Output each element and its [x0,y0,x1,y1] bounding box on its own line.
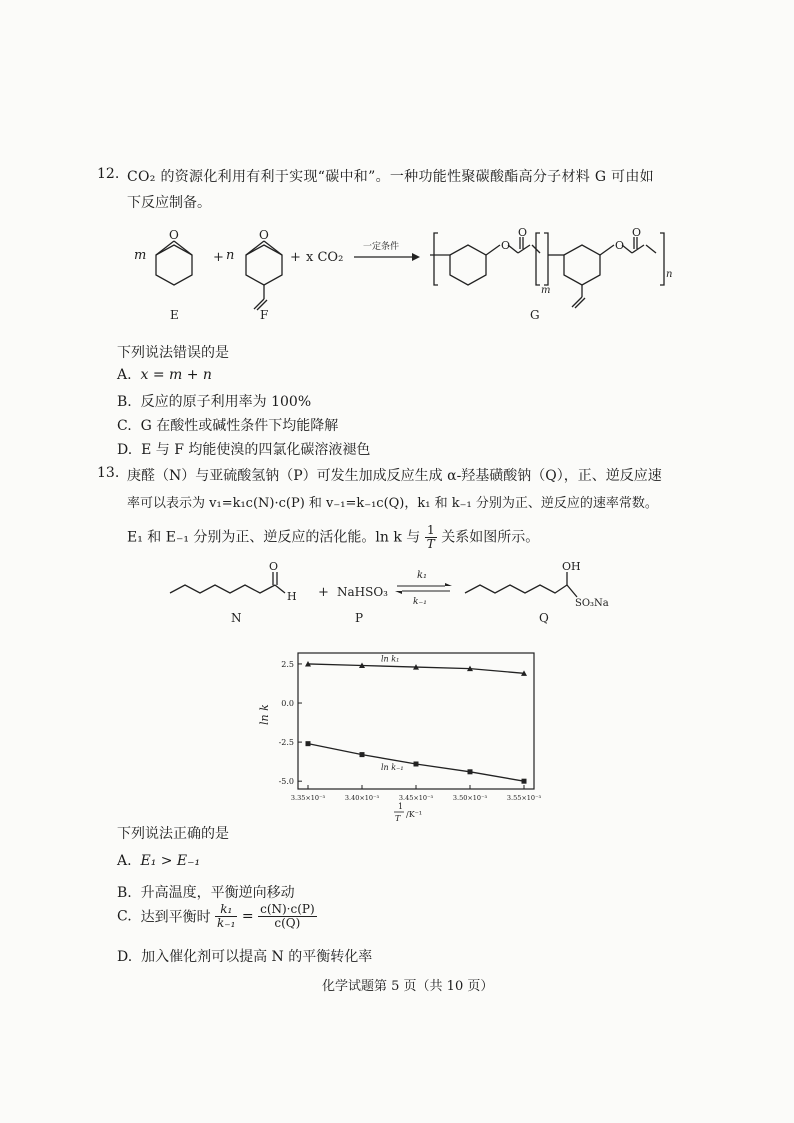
label-E: E [170,308,179,322]
x-tick-label: 3.55×10⁻³ [506,794,542,802]
y-tick-label: 2.5 [281,659,294,669]
atom-O-F: O [259,228,269,242]
data-point-square [468,769,473,774]
option-text: x = m + n [140,367,212,383]
molecule-E [156,241,192,285]
svg-text:O: O [632,226,642,239]
x-tick-label: 3.40×10⁻³ [344,794,380,802]
option-text: 升高温度，平衡逆向移动 [140,885,295,901]
q13-option-d[interactable] [117,946,372,966]
option-text: G 在酸性或碱性条件下均能降解 [140,418,339,434]
q12-stem-line2: 下反应制备。 [127,195,211,211]
option-key: D. [117,949,133,965]
data-point-square [522,779,527,784]
q13-stem-line1: 庚醛（N）与亚硫酸氢钠（P）可发生加成反应生成 α-羟基磺酸钠（Q），正、逆反应速 [127,468,662,484]
molecule-G [430,233,664,308]
option-text: 达到平衡时 [140,909,211,926]
option-text: E 与 F 均能使溴的四氯化碳溶液褪色 [141,442,371,458]
data-point-square [306,741,311,746]
q13-prompt: 下列说法正确的是 [117,826,229,842]
label-Q: Q [539,611,549,625]
k-ratio [215,903,237,930]
page-footer: 化学试题第 5 页（共 10 页） [322,979,494,994]
option-key: B. [117,885,132,901]
poly-m: m [541,285,551,296]
coef-n: n [226,248,235,263]
conc-ratio [258,903,317,930]
x-tick-label: 3.50×10⁻³ [452,794,488,802]
q12-prompt: 下列说法错误的是 [117,345,229,361]
option-text: 反应的原子利用率为 100% [140,394,312,410]
q12-reaction-scheme [120,215,680,325]
q13-number: 13. [97,465,120,481]
q13-stem-line3 [127,524,539,551]
q13-option-c[interactable] [117,903,317,930]
q12-option-b[interactable] [117,391,311,411]
q12-number: 12. [97,166,120,182]
conc-ratio-num: c(N)·c(P) [260,902,315,916]
lnk-vs-invT-chart [252,645,552,825]
x-axis-label-den: T [395,814,401,823]
data-point-square [414,761,419,766]
y-tick-label: -5.0 [278,777,294,787]
option-text: E₁ > E₋₁ [140,853,201,869]
y-tick-label: -2.5 [278,738,294,748]
atom-O-E: O [169,228,179,242]
option-key: D. [117,442,133,458]
condition: 一定条件 [363,242,400,252]
x-tick-label: 3.35×10⁻³ [290,794,326,802]
option-text: 加入催化剂可以提高 N 的平衡转化率 [141,949,373,965]
plus-2: + [290,250,301,265]
svg-text:O: O [501,239,511,252]
option-key: C. [117,418,132,434]
option-key: C. [117,908,132,925]
nahso3: NaHSO₃ [337,585,388,599]
svg-text:O: O [518,226,528,239]
q12-option-a[interactable] [117,367,212,383]
co2: x CO₂ [306,250,344,265]
y-axis-label: ln k [258,704,271,725]
k-ratio-num: k₁ [215,903,237,917]
option-key: B. [117,394,132,410]
q12-option-d[interactable] [117,439,370,459]
svg-text:O: O [615,239,625,252]
label-P: P [355,611,364,625]
k1-label: k₁ [417,570,428,581]
molecule-F [246,241,282,310]
so3na: SO₃Na [575,598,609,609]
coef-m: m [134,248,147,263]
stem-line3-a: E₁ 和 E₋₁ 分别为正、逆反应的活化能。ln k 与 [127,529,421,546]
frac-num: 1 [425,524,437,538]
plot-frame [298,653,534,789]
y-tick-label: 0.0 [281,699,294,709]
poly-n: n [666,269,673,280]
stem-line3-b: 关系如图所示。 [441,529,540,546]
frac-den: T [426,537,435,552]
km1-label: k₋₁ [413,597,427,607]
one-over-T [425,524,437,551]
q13-option-a[interactable] [117,853,200,869]
q12-option-c[interactable] [117,415,338,435]
k-ratio-den: k₋₁ [217,916,236,931]
x-axis-label-num: 1 [398,802,404,811]
equals-sign: = [241,908,254,925]
series-label-2: ln k₋₁ [381,762,404,772]
label-F: F [260,308,269,322]
data-point-square [360,752,365,757]
q12-stem-line1: CO₂ 的资源化利用有利于实现“碳中和”。一种功能性聚碳酸酯高分子材料 G 可由如 [127,169,654,185]
option-key: A. [117,367,132,383]
q13-reaction-scheme [165,560,645,630]
plus-1: + [213,250,224,265]
atom-OH: OH [562,560,581,573]
q13-stem-line2: 率可以表示为 v₁=k₁c(N)·c(P) 和 v₋₁=k₋₁c(Q)，k₁ 和 k₋₁ 分别为正、逆反应的速率常数。 [127,496,658,511]
q13-option-b[interactable] [117,882,295,902]
atom-O-N: O [269,560,279,573]
x-tick-label: 3.45×10⁻³ [398,794,434,802]
option-key: A. [117,853,132,869]
x-axis-label-unit: /K⁻¹ [406,810,423,819]
conc-ratio-den: c(Q) [274,916,301,931]
label-G: G [530,308,540,322]
label-N: N [231,611,242,625]
rxn-plus: + [318,585,329,600]
series-label-1: ln k₁ [381,654,400,664]
atom-H-N: H [287,590,297,603]
